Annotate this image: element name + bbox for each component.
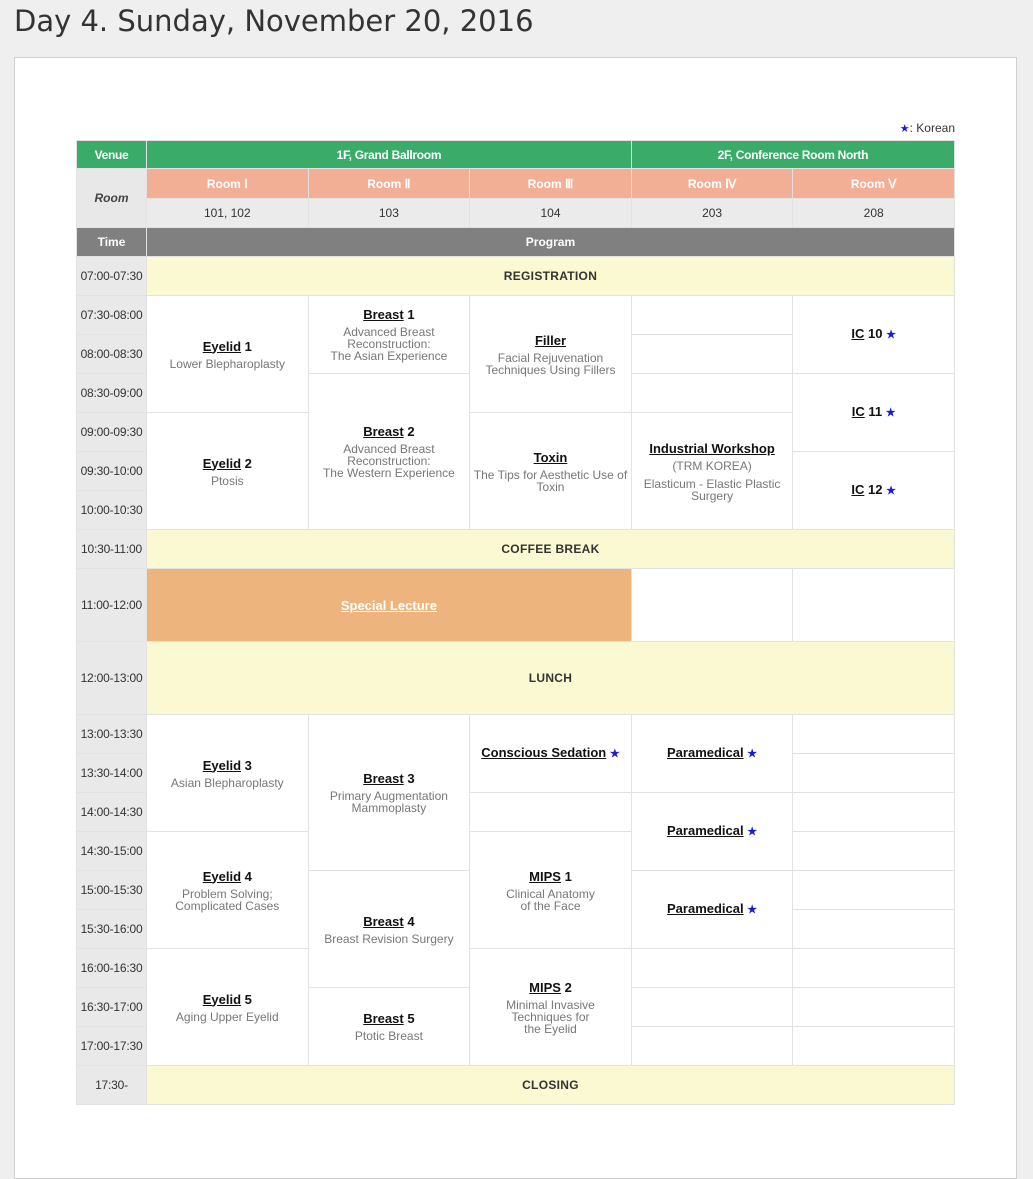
- session-eyelid-5: Eyelid 5 Aging Upper Eyelid: [147, 949, 309, 1066]
- korean-legend: [880, 121, 955, 135]
- time-slot: 10:30-11:00: [77, 530, 147, 569]
- empty-cell: [793, 793, 955, 832]
- session-eyelid-1: Eyelid 1 Lower Blepharoplasty: [147, 296, 309, 413]
- closing-row: CLOSING: [147, 1066, 955, 1105]
- room-header: Room: [77, 169, 147, 228]
- program-header: Program: [147, 228, 955, 257]
- empty-cell: [631, 569, 793, 642]
- time-slot: 11:00-12:00: [77, 569, 147, 642]
- time-slot: 09:00-09:30: [77, 413, 147, 452]
- room-2-number: 103: [308, 199, 470, 228]
- session-link-breast-2[interactable]: Breast: [363, 424, 404, 439]
- session-link-toxin[interactable]: Toxin: [533, 449, 568, 465]
- room-2-name: Room Ⅱ: [308, 169, 470, 199]
- session-paramedical-2: [631, 793, 793, 871]
- session-eyelid-4: Eyelid 4 Problem Solving; Complicated Cases: [147, 832, 309, 949]
- room-4-number: 203: [631, 199, 793, 228]
- room-3-name: Room Ⅲ: [470, 169, 632, 199]
- empty-cell: [793, 832, 955, 871]
- room-5-number: 208: [793, 199, 955, 228]
- room-3-number: 104: [470, 199, 632, 228]
- session-link-eyelid-5[interactable]: Eyelid: [202, 991, 242, 1007]
- session-link-eyelid-2[interactable]: Eyelid: [202, 455, 242, 471]
- time-slot: 15:00-15:30: [77, 871, 147, 910]
- empty-cell: [793, 1027, 955, 1066]
- session-link-ic-10[interactable]: IC: [851, 326, 865, 341]
- venue-grand-ballroom: 1F, Grand Ballroom: [147, 141, 632, 169]
- session-breast-2: Breast 2 Advanced Breast Reconstruction: The Western Experience: [308, 374, 470, 530]
- time-slot: 07:00-07:30: [77, 257, 147, 296]
- empty-cell: [793, 988, 955, 1027]
- time-header: Time: [77, 228, 147, 257]
- session-ic-12: IC 12 ★: [793, 452, 955, 530]
- empty-cell: [631, 335, 793, 374]
- special-lecture-cell: [147, 569, 632, 642]
- session-link-ic-12[interactable]: IC: [851, 482, 865, 497]
- room-1-number: 101, 102: [147, 199, 309, 228]
- star-icon: ★: [886, 329, 896, 341]
- room-5-name: Room Ⅴ: [793, 169, 955, 199]
- lunch-row: LUNCH: [147, 642, 955, 715]
- session-link-mips-2[interactable]: MIPS: [529, 979, 561, 995]
- time-slot: 08:00-08:30: [77, 335, 147, 374]
- session-link-paramedical-1[interactable]: Paramedical: [667, 745, 744, 760]
- empty-cell: [631, 949, 793, 988]
- registration-row: REGISTRATION: [147, 257, 955, 296]
- session-eyelid-2: Eyelid 2 Ptosis: [147, 413, 309, 530]
- time-slot: 07:30-08:00: [77, 296, 147, 335]
- session-link-breast-3[interactable]: Breast: [363, 771, 404, 786]
- session-breast-3: Breast 3 Primary Augmentation Mammoplasty: [308, 715, 470, 871]
- page-title: Day 4. Sunday, November 20, 2016: [14, 4, 534, 38]
- star-icon: ★: [885, 407, 896, 419]
- empty-cell: [793, 910, 955, 949]
- session-link-breast-1[interactable]: Breast: [363, 307, 404, 322]
- empty-cell: [631, 1027, 793, 1066]
- session-filler: Filler Facial Rejuvenation Techniques Using Fillers: [470, 296, 632, 413]
- empty-cell: [470, 793, 632, 832]
- session-mips-1: MIPS 1 Clinical Anatomy of the Face: [470, 832, 632, 949]
- empty-cell: [793, 949, 955, 988]
- time-slot: 10:00-10:30: [77, 491, 147, 530]
- schedule-table: [76, 140, 955, 1105]
- session-toxin: Toxin The Tips for Aesthetic Use of Toxin: [470, 413, 632, 530]
- time-slot: 13:00-13:30: [77, 715, 147, 754]
- session-link-filler[interactable]: Filler: [534, 332, 567, 348]
- special-lecture-link[interactable]: Special Lecture: [340, 597, 437, 613]
- empty-cell: [631, 296, 793, 335]
- session-eyelid-3: Eyelid 3 Asian Blepharoplasty: [147, 715, 309, 832]
- star-icon: ★: [747, 904, 758, 916]
- time-slot: 15:30-16:00: [77, 910, 147, 949]
- time-slot: 17:00-17:30: [77, 1027, 147, 1066]
- session-link-eyelid-4[interactable]: Eyelid: [202, 868, 242, 884]
- session-mips-2: MIPS 2 Minimal Invasive Techniques for the Eyelid: [470, 949, 632, 1066]
- star-icon: ★: [886, 485, 896, 497]
- empty-cell: [793, 871, 955, 910]
- time-slot: 12:00-13:00: [77, 642, 147, 715]
- session-link-paramedical-3[interactable]: Paramedical: [667, 901, 744, 916]
- session-link-ic-11[interactable]: IC: [851, 404, 865, 419]
- session-link-industrial-workshop[interactable]: Industrial Workshop: [649, 440, 775, 456]
- empty-cell: [793, 754, 955, 793]
- coffee-break-row: COFFEE BREAK: [147, 530, 955, 569]
- venue-conference-room: 2F, Conference Room North: [631, 141, 954, 169]
- time-slot: 14:30-15:00: [77, 832, 147, 871]
- time-slot: 13:30-14:00: [77, 754, 147, 793]
- session-breast-4: Breast 4 Breast Revision Surgery: [308, 871, 470, 988]
- session-link-breast-4[interactable]: Breast: [363, 913, 404, 929]
- star-icon: ★: [747, 826, 758, 838]
- session-link-eyelid-3[interactable]: Eyelid: [202, 757, 242, 773]
- session-breast-1: Breast 1 Advanced Breast Reconstruction: The Asian Experience: [308, 296, 470, 374]
- time-slot: 08:30-09:00: [77, 374, 147, 413]
- time-slot: 09:30-10:00: [77, 452, 147, 491]
- time-slot: 14:00-14:30: [77, 793, 147, 832]
- time-slot: 16:30-17:00: [77, 988, 147, 1027]
- session-paramedical-3: [631, 871, 793, 949]
- venue-header: Venue: [77, 141, 147, 169]
- empty-cell: [793, 715, 955, 754]
- empty-cell: [631, 374, 793, 413]
- session-link-breast-5[interactable]: Breast: [363, 1011, 404, 1026]
- session-link-conscious-sedation[interactable]: Conscious Sedation: [481, 745, 607, 760]
- star-icon: ★: [609, 748, 620, 760]
- room-1-name: Room Ⅰ: [147, 169, 309, 199]
- session-link-mips-1[interactable]: MIPS: [529, 868, 561, 884]
- session-ic-10: IC 10 ★: [793, 296, 955, 374]
- session-paramedical-1: [631, 715, 793, 793]
- session-link-paramedical-2[interactable]: Paramedical: [667, 823, 744, 838]
- session-breast-5: Breast 5 Ptotic Breast: [308, 988, 470, 1066]
- empty-cell: [793, 569, 955, 642]
- legend-label: : Korean: [909, 121, 955, 135]
- session-link-eyelid-1[interactable]: Eyelid: [202, 338, 242, 354]
- star-icon: ★: [747, 748, 758, 760]
- time-slot: 16:00-16:30: [77, 949, 147, 988]
- empty-cell: [631, 988, 793, 1027]
- session-industrial-workshop: Industrial Workshop (TRM KOREA) Elasticum - Elastic Plastic Surgery: [631, 413, 793, 530]
- star-icon: ★: [899, 123, 910, 135]
- session-conscious-sedation: [470, 715, 632, 793]
- room-4-name: Room Ⅳ: [631, 169, 793, 199]
- session-ic-11: IC 11 ★: [793, 374, 955, 452]
- time-slot: 17:30-: [77, 1066, 147, 1105]
